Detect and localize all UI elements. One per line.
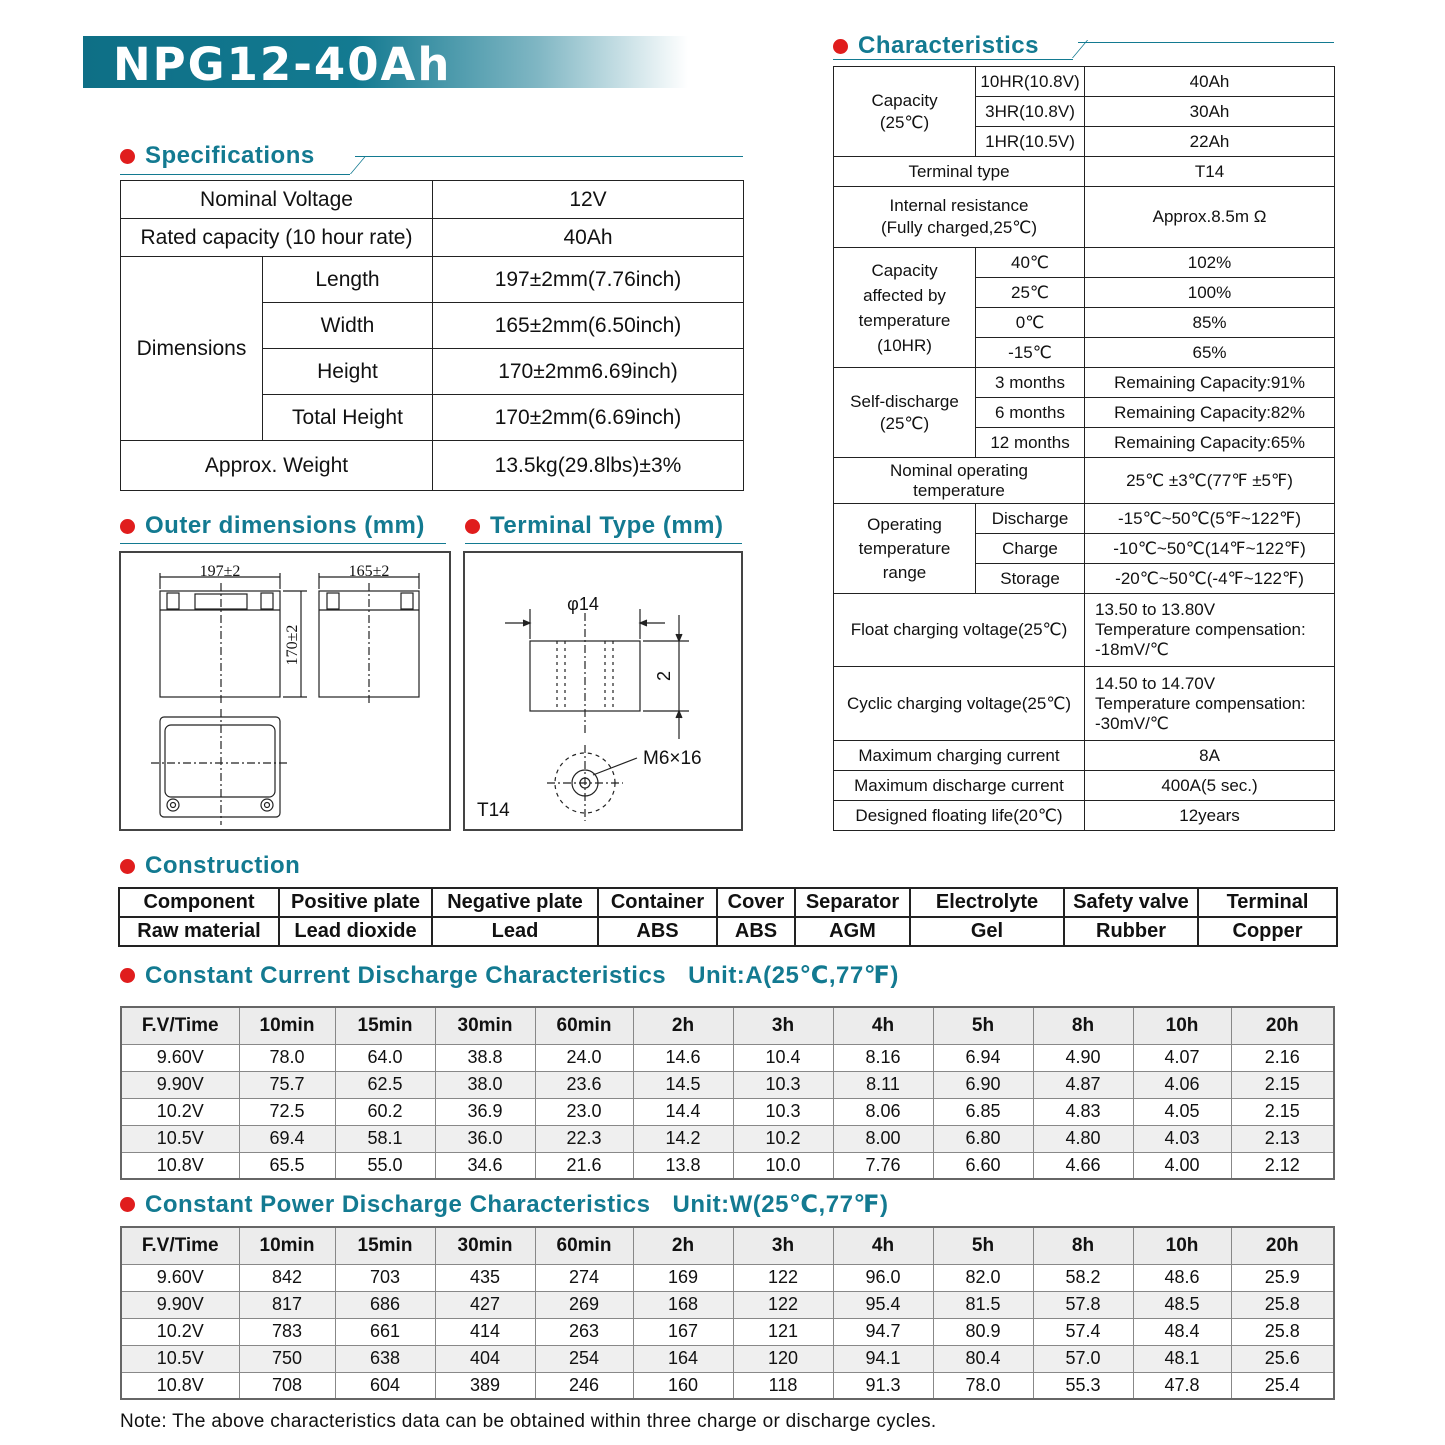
table-cell: 6.94	[933, 1044, 1033, 1071]
outer-dimensions-drawing	[119, 551, 451, 831]
final-voltage-cell: 9.90V	[121, 1071, 239, 1098]
battery-outline-drawing	[121, 553, 449, 829]
table-cell: 389	[435, 1372, 535, 1399]
column-header: F.V/Time	[121, 1007, 239, 1044]
table-cell: 164	[633, 1345, 733, 1372]
heading-divider	[350, 156, 366, 174]
table-cell: 427	[435, 1291, 535, 1318]
table-row	[121, 1098, 1334, 1125]
table-cell: 4.66	[1033, 1152, 1133, 1179]
table-cell: 58.1	[335, 1125, 435, 1152]
table-cell: 25.8	[1231, 1318, 1334, 1345]
table-cell: 783	[239, 1318, 335, 1345]
table-cell: 36.9	[435, 1098, 535, 1125]
table-cell: 14.6	[633, 1044, 733, 1071]
table-cell: 72.5	[239, 1098, 335, 1125]
table-cell: 269	[535, 1291, 633, 1318]
terminal-type-value: T14	[1085, 157, 1335, 187]
max-discharge-label: Maximum discharge current	[834, 771, 1085, 801]
table-cell: 817	[239, 1291, 335, 1318]
table-cell: 661	[335, 1318, 435, 1345]
table-cell: 48.1	[1133, 1345, 1231, 1372]
table-cell: 122	[733, 1264, 833, 1291]
final-voltage-cell: 9.90V	[121, 1291, 239, 1318]
bullet-icon	[120, 859, 135, 874]
final-voltage-cell: 10.5V	[121, 1345, 239, 1372]
outer-height-label: 170±2	[284, 624, 301, 666]
rated-capacity-value: 40Ah	[433, 219, 744, 257]
table-cell: 21.6	[535, 1152, 633, 1179]
outer-length-label: 197±2	[199, 563, 241, 580]
table-cell: 14.5	[633, 1071, 733, 1098]
table-cell: 47.8	[1133, 1372, 1231, 1399]
table-cell: 78.0	[239, 1044, 335, 1071]
column-header: 60min	[535, 1007, 633, 1044]
table-cell: 25.8	[1231, 1291, 1334, 1318]
column-header: 5h	[933, 1227, 1033, 1264]
column-header: 3h	[733, 1227, 833, 1264]
table-cell: 25.4	[1231, 1372, 1334, 1399]
table-cell: 57.0	[1033, 1345, 1133, 1372]
table-cell: 4.06	[1133, 1071, 1231, 1098]
construction-header-cell: Cover	[717, 888, 795, 917]
table-cell: 10.4	[733, 1044, 833, 1071]
table-cell: 38.0	[435, 1071, 535, 1098]
final-voltage-cell: 10.2V	[121, 1318, 239, 1345]
internal-resistance-value: Approx.8.5m Ω	[1085, 187, 1335, 248]
column-header: 15min	[335, 1227, 435, 1264]
table-cell: 69.4	[239, 1125, 335, 1152]
table-cell: 57.4	[1033, 1318, 1133, 1345]
table-cell: 6.85	[933, 1098, 1033, 1125]
table-cell: 118	[733, 1372, 833, 1399]
width-value: 165±2mm(6.50inch)	[433, 303, 744, 349]
table-cell: 120	[733, 1345, 833, 1372]
column-header: 4h	[833, 1227, 933, 1264]
nominal-temperature-label: Nominal operating temperature	[834, 458, 1085, 504]
column-header: 10min	[239, 1007, 335, 1044]
construction-header-cell: Safety valve	[1064, 888, 1198, 917]
table-header-row	[121, 1007, 1334, 1044]
table-row	[121, 1044, 1334, 1071]
table-cell: 38.8	[435, 1044, 535, 1071]
heading-rule	[355, 156, 743, 157]
construction-value-cell: Copper	[1198, 917, 1337, 946]
table-cell: 82.0	[933, 1264, 1033, 1291]
self-discharge-label: Self-discharge (25℃)	[834, 368, 976, 458]
column-header: 8h	[1033, 1227, 1133, 1264]
table-cell: 750	[239, 1345, 335, 1372]
final-voltage-cell: 10.2V	[121, 1098, 239, 1125]
table-cell: 8.06	[833, 1098, 933, 1125]
construction-value-cell: Lead dioxide	[279, 917, 432, 946]
outer-width-label: 165±2	[348, 563, 390, 580]
construction-header-cell: Terminal	[1198, 888, 1337, 917]
table-cell: 96.0	[833, 1264, 933, 1291]
terminal-type-label: T14	[477, 800, 510, 821]
rated-capacity-label: Rated capacity (10 hour rate)	[121, 219, 433, 257]
table-cell: 6.90	[933, 1071, 1033, 1098]
construction-header-cell: Component	[119, 888, 279, 917]
table-cell: 25.6	[1231, 1345, 1334, 1372]
table-cell: 36.0	[435, 1125, 535, 1152]
temperature-capacity-label: Capacity affected by temperature (10HR)	[834, 248, 976, 368]
height-label: Height	[263, 349, 433, 395]
table-cell: 62.5	[335, 1071, 435, 1098]
table-cell: 2.13	[1231, 1125, 1334, 1152]
table-cell: 24.0	[535, 1044, 633, 1071]
specifications-table	[120, 180, 744, 491]
table-cell: 4.90	[1033, 1044, 1133, 1071]
column-header: 20h	[1231, 1007, 1334, 1044]
internal-resistance-label: Internal resistance (Fully charged,25℃)	[834, 187, 1085, 248]
footnote: Note: The above characteristics data can be obtained within three charge or discharge cycles.	[120, 1411, 937, 1432]
column-header: 20h	[1231, 1227, 1334, 1264]
table-row	[121, 1345, 1334, 1372]
table-cell: 2.15	[1231, 1098, 1334, 1125]
table-cell: 23.6	[535, 1071, 633, 1098]
power-discharge-table	[120, 1226, 1335, 1400]
table-cell: 94.7	[833, 1318, 933, 1345]
table-row	[121, 1318, 1334, 1345]
table-cell: 55.0	[335, 1152, 435, 1179]
table-row	[121, 1291, 1334, 1318]
table-cell: 254	[535, 1345, 633, 1372]
terminal-type-label: Terminal type	[834, 157, 1085, 187]
column-header: 2h	[633, 1227, 733, 1264]
table-cell: 8.00	[833, 1125, 933, 1152]
column-header: 8h	[1033, 1007, 1133, 1044]
table-cell: 404	[435, 1345, 535, 1372]
table-cell: 263	[535, 1318, 633, 1345]
table-cell: 58.2	[1033, 1264, 1133, 1291]
terminal-outline-drawing	[465, 553, 741, 829]
construction-value-cell: AGM	[795, 917, 910, 946]
power-unit: Unit:W(25℃,77℉)	[672, 1191, 889, 1218]
weight-label: Approx. Weight	[121, 441, 433, 491]
table-cell: 95.4	[833, 1291, 933, 1318]
table-cell: 604	[335, 1372, 435, 1399]
table-cell: 4.05	[1133, 1098, 1231, 1125]
total-height-value: 170±2mm(6.69inch)	[433, 395, 744, 441]
weight-value: 13.5kg(29.8lbs)±3%	[433, 441, 744, 491]
column-header: 15min	[335, 1007, 435, 1044]
power-discharge-heading: Constant Power Discharge Characteristics Unit:W(25℃,77℉)	[120, 1190, 888, 1219]
table-row	[121, 1152, 1334, 1179]
table-row	[121, 1264, 1334, 1291]
bullet-icon	[120, 1197, 135, 1212]
table-cell: 4.83	[1033, 1098, 1133, 1125]
table-cell: 6.60	[933, 1152, 1033, 1179]
title-banner	[83, 36, 688, 144]
construction-value-cell: ABS	[598, 917, 717, 946]
table-cell: 23.0	[535, 1098, 633, 1125]
height-value: 170±2mm6.69inch)	[433, 349, 744, 395]
table-cell: 48.4	[1133, 1318, 1231, 1345]
float-voltage-label: Float charging voltage(25℃)	[834, 594, 1085, 667]
table-cell: 55.3	[1033, 1372, 1133, 1399]
construction-heading: Construction	[120, 852, 300, 880]
nominal-voltage-label: Nominal Voltage	[121, 181, 433, 219]
construction-header-cell: Container	[598, 888, 717, 917]
table-cell: 48.5	[1133, 1291, 1231, 1318]
table-row	[121, 1071, 1334, 1098]
table-cell: 75.7	[239, 1071, 335, 1098]
table-cell: 2.15	[1231, 1071, 1334, 1098]
bullet-icon	[120, 149, 135, 164]
floating-life-label: Designed floating life(20℃)	[834, 801, 1085, 831]
table-cell: 10.3	[733, 1071, 833, 1098]
final-voltage-cell: 10.5V	[121, 1125, 239, 1152]
table-cell: 80.9	[933, 1318, 1033, 1345]
table-header-row	[121, 1227, 1334, 1264]
construction-value-cell: ABS	[717, 917, 795, 946]
max-discharge-value: 400A(5 sec.)	[1085, 771, 1335, 801]
table-cell: 64.0	[335, 1044, 435, 1071]
specifications-heading: Specifications	[120, 142, 315, 170]
current-unit: Unit:A(25℃,77℉)	[688, 962, 899, 989]
table-cell: 638	[335, 1345, 435, 1372]
table-cell: 6.80	[933, 1125, 1033, 1152]
construction-value-cell: Lead	[432, 917, 598, 946]
table-cell: 14.4	[633, 1098, 733, 1125]
column-header: 10h	[1133, 1007, 1231, 1044]
final-voltage-cell: 10.8V	[121, 1152, 239, 1179]
characteristics-heading: Characteristics	[833, 32, 1039, 60]
bullet-icon	[120, 519, 135, 534]
outer-dimensions-heading: Outer dimensions (mm)	[120, 512, 425, 540]
column-header: F.V/Time	[121, 1227, 239, 1264]
table-row	[121, 1372, 1334, 1399]
bullet-icon	[465, 519, 480, 534]
column-header: 10min	[239, 1227, 335, 1264]
table-row	[121, 1125, 1334, 1152]
capacity-label: Capacity (25℃)	[834, 67, 976, 157]
table-cell: 4.80	[1033, 1125, 1133, 1152]
floating-life-value: 12years	[1085, 801, 1335, 831]
dimensions-label: Dimensions	[121, 257, 263, 441]
table-cell: 91.3	[833, 1372, 933, 1399]
table-cell: 34.6	[435, 1152, 535, 1179]
table-cell: 8.16	[833, 1044, 933, 1071]
construction-header-cell: Electrolyte	[910, 888, 1064, 917]
column-header: 2h	[633, 1007, 733, 1044]
length-label: Length	[263, 257, 433, 303]
cyclic-voltage-value: 14.50 to 14.70V Temperature compensation: -30mV/℃	[1085, 667, 1335, 741]
page-title: NPG12-40Ah 12V40Ah	[113, 38, 452, 144]
table-cell: 7.76	[833, 1152, 933, 1179]
column-header: 30min	[435, 1007, 535, 1044]
column-header: 30min	[435, 1227, 535, 1264]
current-discharge-heading: Constant Current Discharge Characteristics Unit:A(25℃,77℉)	[120, 961, 899, 990]
table-cell: 168	[633, 1291, 733, 1318]
construction-header-cell: Positive plate	[279, 888, 432, 917]
table-cell: 708	[239, 1372, 335, 1399]
nominal-voltage-value: 12V	[433, 181, 744, 219]
table-cell: 122	[733, 1291, 833, 1318]
construction-value-cell: Raw material	[119, 917, 279, 946]
table-cell: 4.03	[1133, 1125, 1231, 1152]
column-header: 10h	[1133, 1227, 1231, 1264]
max-charge-value: 8A	[1085, 741, 1335, 771]
float-voltage-value: 13.50 to 13.80V Temperature compensation: -18mV/℃	[1085, 594, 1335, 667]
terminal-depth-label: 2	[654, 670, 674, 682]
table-cell: 167	[633, 1318, 733, 1345]
table-cell: 13.8	[633, 1152, 733, 1179]
cyclic-voltage-label: Cyclic charging voltage(25℃)	[834, 667, 1085, 741]
table-cell: 60.2	[335, 1098, 435, 1125]
terminal-diameter-label: φ14	[567, 594, 599, 614]
table-cell: 14.2	[633, 1125, 733, 1152]
table-cell: 4.87	[1033, 1071, 1133, 1098]
operating-range-label: Operating temperature range	[834, 504, 976, 594]
table-cell: 274	[535, 1264, 633, 1291]
table-cell: 10.0	[733, 1152, 833, 1179]
table-cell: 25.9	[1231, 1264, 1334, 1291]
final-voltage-cell: 9.60V	[121, 1264, 239, 1291]
table-cell: 81.5	[933, 1291, 1033, 1318]
terminal-bolt-label: M6×16	[643, 748, 702, 769]
column-header: 3h	[733, 1007, 833, 1044]
table-cell: 4.07	[1133, 1044, 1231, 1071]
column-header: 4h	[833, 1007, 933, 1044]
table-cell: 2.12	[1231, 1152, 1334, 1179]
table-cell: 160	[633, 1372, 733, 1399]
terminal-type-heading: Terminal Type (mm)	[465, 512, 723, 540]
table-cell: 169	[633, 1264, 733, 1291]
table-cell: 703	[335, 1264, 435, 1291]
table-cell: 78.0	[933, 1372, 1033, 1399]
table-cell: 10.2	[733, 1125, 833, 1152]
table-cell: 686	[335, 1291, 435, 1318]
final-voltage-cell: 10.8V	[121, 1372, 239, 1399]
table-cell: 414	[435, 1318, 535, 1345]
construction-header-cell: Separator	[795, 888, 910, 917]
total-height-label: Total Height	[263, 395, 433, 441]
construction-value-cell: Gel	[910, 917, 1064, 946]
table-cell: 94.1	[833, 1345, 933, 1372]
length-value: 197±2mm(7.76inch)	[433, 257, 744, 303]
table-cell: 48.6	[1133, 1264, 1231, 1291]
table-cell: 246	[535, 1372, 633, 1399]
table-cell: 57.8	[1033, 1291, 1133, 1318]
table-cell: 22.3	[535, 1125, 633, 1152]
bullet-icon	[120, 968, 135, 983]
current-discharge-table	[120, 1006, 1335, 1180]
construction-table	[118, 887, 1338, 947]
table-cell: 80.4	[933, 1345, 1033, 1372]
table-cell: 8.11	[833, 1071, 933, 1098]
column-header: 60min	[535, 1227, 633, 1264]
table-cell: 2.16	[1231, 1044, 1334, 1071]
width-label: Width	[263, 303, 433, 349]
construction-value-cell: Rubber	[1064, 917, 1198, 946]
characteristics-table: Capacity (25℃) 10HR(10.8V) 40Ah 3HR(10.8V) 30Ah 1HR(10.5V) 22Ah Terminal type T14 Internal resistance (Fully charged,25℃) Approx.8.5m Ω Capacity affected by temperature (10HR) 40℃ 102% 25℃ 100% 0℃ 85% -15℃ 65% Self-discharge (25℃) 3 months Remaining Capacity:91% 6 months Remaining Capacity:82% 12 months Remaining Capacity:65% Nominal operating temperature 25℃ ±3℃(77℉ ±5℉) Operating temperature range Discharge -15℃~50℃(5℉~122℉) Charge -10℃~50℃(14℉~122℉) Storage -20℃~50℃(-4℉~122℉) Float charging voltage(25℃) 13.50 to 13.80V Temperature compensation: -18mV/℃ Cyclic charging voltage(25℃) 14.50 to 14.70V Temperature compensation: -30mV/℃ Maximum charging current 8A Maximum discharge current 400A(5 sec.) Designed floating life(20℃) 12years	[833, 66, 1335, 831]
table-cell: 121	[733, 1318, 833, 1345]
nominal-temperature-value: 25℃ ±3℃(77℉ ±5℉)	[1085, 458, 1335, 504]
column-header: 5h	[933, 1007, 1033, 1044]
table-cell: 842	[239, 1264, 335, 1291]
table-cell: 65.5	[239, 1152, 335, 1179]
final-voltage-cell: 9.60V	[121, 1044, 239, 1071]
table-cell: 435	[435, 1264, 535, 1291]
terminal-drawing	[463, 551, 743, 831]
table-cell: 10.3	[733, 1098, 833, 1125]
max-charge-label: Maximum charging current	[834, 741, 1085, 771]
bullet-icon	[833, 39, 848, 54]
table-cell: 4.00	[1133, 1152, 1231, 1179]
construction-header-cell: Negative plate	[432, 888, 598, 917]
